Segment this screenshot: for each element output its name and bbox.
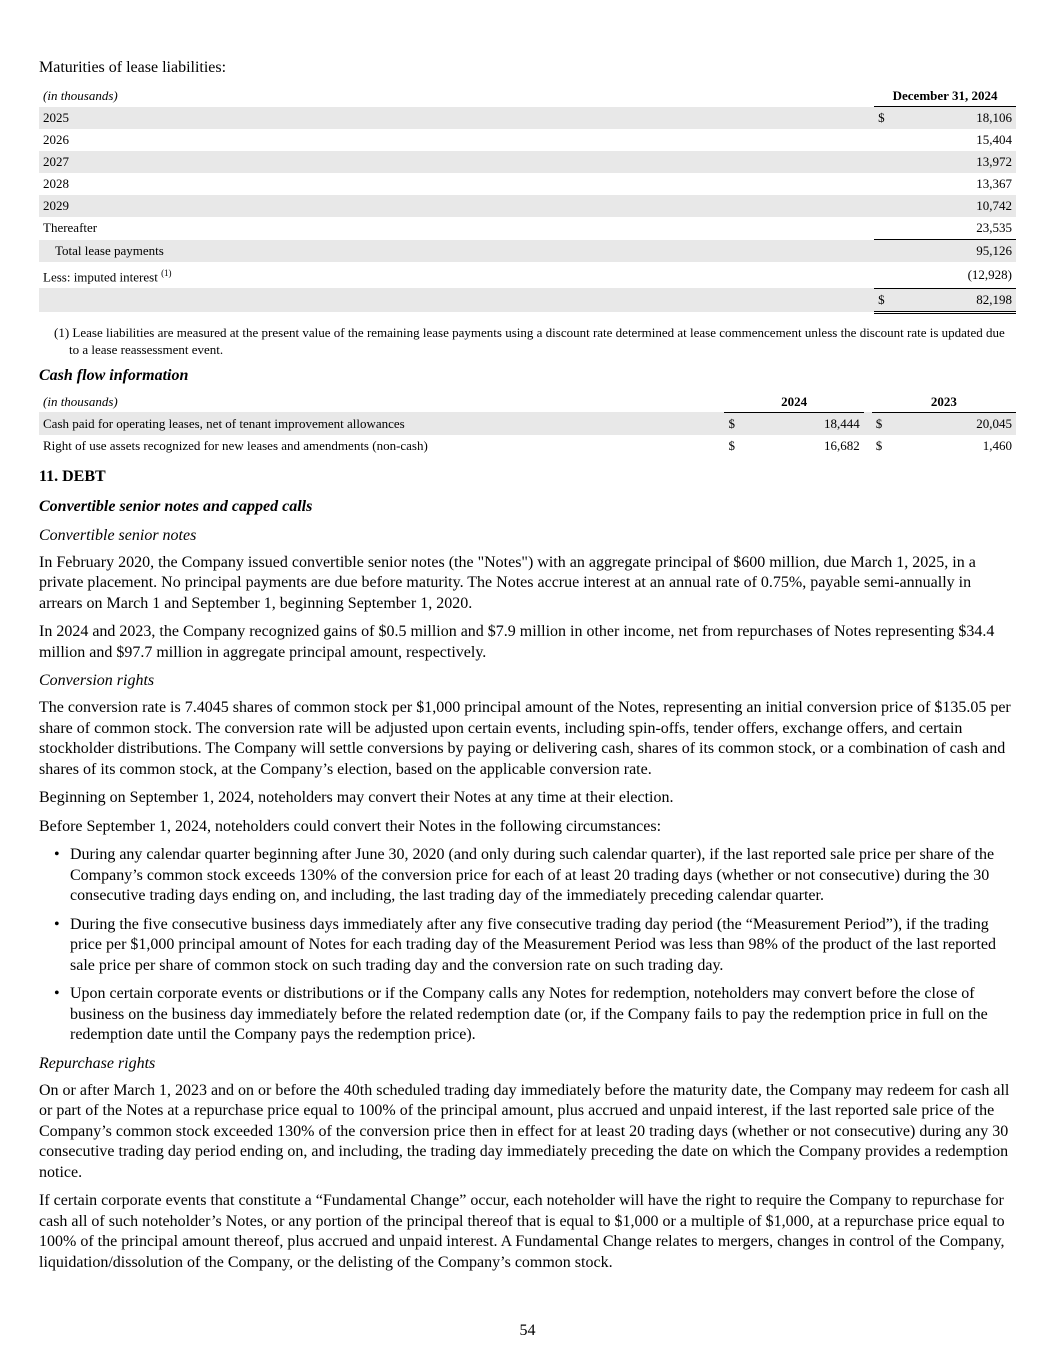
table-row-net	[39, 288, 1016, 312]
row-label: Cash paid for operating leases, net of tenant improvement allowances	[39, 412, 716, 435]
maturities-footnote: (1) Lease liabilities are measured at the present value of the remaining lease payments using a discount rate determined at lease commencement unless the discount rate is updated due to a lease reassessment event.	[54, 324, 1005, 357]
row-label: Thereafter	[43, 220, 98, 236]
currency-symbol: $	[724, 412, 742, 435]
row-value: 23,535	[976, 220, 1012, 235]
table-row	[39, 412, 1016, 435]
row-label: 2025	[39, 107, 866, 130]
cash-flow-title: Cash flow information	[39, 366, 189, 384]
row-label: 2027	[39, 151, 866, 173]
conversion-circumstances-list	[39, 845, 1016, 1046]
document-page	[39, 58, 1016, 1281]
conversion-rights-heading: Conversion rights	[39, 672, 155, 690]
currency-symbol: $	[875, 437, 883, 453]
paragraph: Before September 1, 2024, noteholders could convert their Notes in the following circumstances:	[39, 817, 662, 835]
row-value: 13,367	[976, 176, 1012, 191]
currency-symbol	[874, 217, 894, 240]
currency-symbol	[874, 240, 894, 263]
currency-symbol: $	[874, 107, 894, 130]
value-2023: 20,045	[890, 412, 1016, 435]
row-value: 18,106	[894, 107, 1016, 130]
cash-flow-header-row	[39, 392, 1016, 413]
row-value: 95,126	[894, 240, 1016, 263]
maturities-table	[39, 86, 1016, 314]
maturities-unit-label: (in thousands)	[43, 88, 118, 104]
row-label: Total lease payments	[39, 240, 866, 263]
row-label	[39, 288, 866, 312]
row-value: 13,972	[894, 151, 1016, 173]
value-2023: 1,460	[982, 437, 1012, 453]
currency-symbol	[874, 173, 894, 195]
value-2024: 16,682	[824, 437, 860, 453]
table-row	[39, 151, 1016, 173]
row-label: 2029	[39, 195, 866, 217]
table-row	[39, 107, 1016, 130]
currency-symbol	[874, 262, 894, 288]
row-label: 2026	[43, 132, 69, 147]
paragraph: If certain corporate events that constitute a “Fundamental Change” occur, each noteholder will have the right to require the Company to repurchase for cash all of such noteholder’s Notes, or any portion of the principal thereof that is equal to $1,000 or a multiple of $1,000, at a repurchase price equal to 100% of the principal amount thereof, plus accrued and unpaid interest. A Fundamental Change relates to mergers, changes in control of the Company, liquidation/dissolution of the Company, or the delisting of the Company’s common stock.	[39, 1192, 1005, 1271]
row-value: 15,404	[976, 132, 1012, 147]
page-number: 54	[519, 1322, 536, 1339]
row-value: (12,928)	[967, 266, 1012, 282]
notes-heading: Convertible senior notes	[39, 526, 197, 544]
table-row	[39, 262, 1016, 288]
paragraph: Beginning on September 1, 2024, noteholders may convert their Notes at any time at their election.	[39, 789, 674, 807]
col-header-2023: 2023	[872, 392, 1016, 413]
convertible-notes-subheading: Convertible senior notes and capped calls	[39, 497, 313, 515]
maturities-header-row	[39, 86, 1016, 107]
row-label: 2028	[43, 176, 69, 191]
row-value: 10,742	[894, 195, 1016, 217]
table-row	[39, 435, 1016, 457]
row-value: 82,198	[894, 288, 1016, 312]
table-row-total	[39, 240, 1016, 263]
currency-symbol	[874, 151, 894, 173]
list-item: • During the five consecutive business days immediately after any five consecutive trading day period (the “Measurement Period”), if the trading price per $1,000 principal amount of Notes for each trading day of the Measurement Period was less than 98% of the product of the last reported sale price per share of common stock on such trading day and the conversion rate on such trading day.	[39, 915, 1016, 977]
currency-symbol: $	[872, 412, 890, 435]
cash-flow-unit-label: (in thousands)	[43, 394, 118, 410]
footnote-ref: (1)	[161, 268, 172, 278]
maturities-column-header: December 31, 2024	[874, 86, 1016, 107]
currency-symbol: $	[728, 437, 735, 453]
currency-symbol	[874, 195, 894, 217]
debt-heading: 11. DEBT	[39, 467, 106, 485]
currency-symbol	[874, 129, 894, 151]
row-label: Less: imputed interest $^{(1)}$	[43, 268, 172, 285]
maturities-title: Maturities of lease liabilities:	[39, 59, 227, 76]
paragraph: In 2024 and 2023, the Company recognized gains of $0.5 million and $7.9 million in other income, net from repurchases of Notes representing $34.4 million and $97.7 million in aggregate principal amount, respectively.	[39, 623, 995, 661]
table-row	[39, 129, 1016, 151]
value-2024: 18,444	[742, 412, 863, 435]
paragraph: The conversion rate is 7.4045 shares of common stock per $1,000 principal amount of the Notes, representing an initial conversion price of $135.05 per share of common stock. The conversion rate will be adjusted upon certain events, including spin-offs, tender offers, exchange offers, and certain stockholder distributions. The Company will settle conversions by paying or delivering cash, shares of its common stock, or a combination of cash and shares of its common stock, at the Company’s election, based on the applicable conversion rate.	[39, 699, 1011, 778]
list-item: • During any calendar quarter beginning after June 30, 2020 (and only during such calendar quarter), if the last reported sale price per share of the Company’s common stock exceeds 130% of the conversion price for each of at least 20 trading days (whether or not consecutive) during the 30 consecutive trading days ending on, and including, the last trading day of the immediately preceding calendar quarter.	[39, 845, 1016, 907]
col-header-2024: 2024	[724, 392, 863, 413]
row-label: Right of use assets recognized for new leases and amendments (non-cash)	[43, 437, 428, 453]
currency-symbol: $	[874, 288, 894, 312]
cash-flow-table	[39, 392, 1016, 457]
list-item: • Upon certain corporate events or distributions or if the Company calls any Notes for redemption, noteholders may convert before the close of business on the business day immediately before the related redemption date (or, if the Company fails to pay the redemption price in full on the redemption date until the Company pays the redemption price).	[39, 984, 1016, 1046]
table-row	[39, 217, 1016, 240]
paragraph: On or after March 1, 2023 and on or before the 40th scheduled trading day immediately before the maturity date, the Company may redeem for cash all or part of the Notes at a repurchase price equal to 100% of the principal amount, plus accrued and unpaid interest, if the last reported sale price of the Company’s common stock exceeded 130% of the conversion price then in effect for at least 20 trading days (whether or not consecutive) during any 30 consecutive trading day period ending on, and including, the trading day immediately preceding the date on which the Company provides a redemption notice.	[39, 1081, 1010, 1181]
repurchase-rights-heading: Repurchase rights	[39, 1054, 156, 1072]
paragraph: In February 2020, the Company issued convertible senior notes (the "Notes") with an aggregate principal of $600 million, due March 1, 2025, in a private placement. No principal payments are due before maturity. The Notes accrue interest at an annual rate of 0.75%, payable semi-annually in arrears on March 1 and September 1, beginning September 1, 2020.	[39, 553, 976, 612]
table-row	[39, 173, 1016, 195]
table-row	[39, 195, 1016, 217]
